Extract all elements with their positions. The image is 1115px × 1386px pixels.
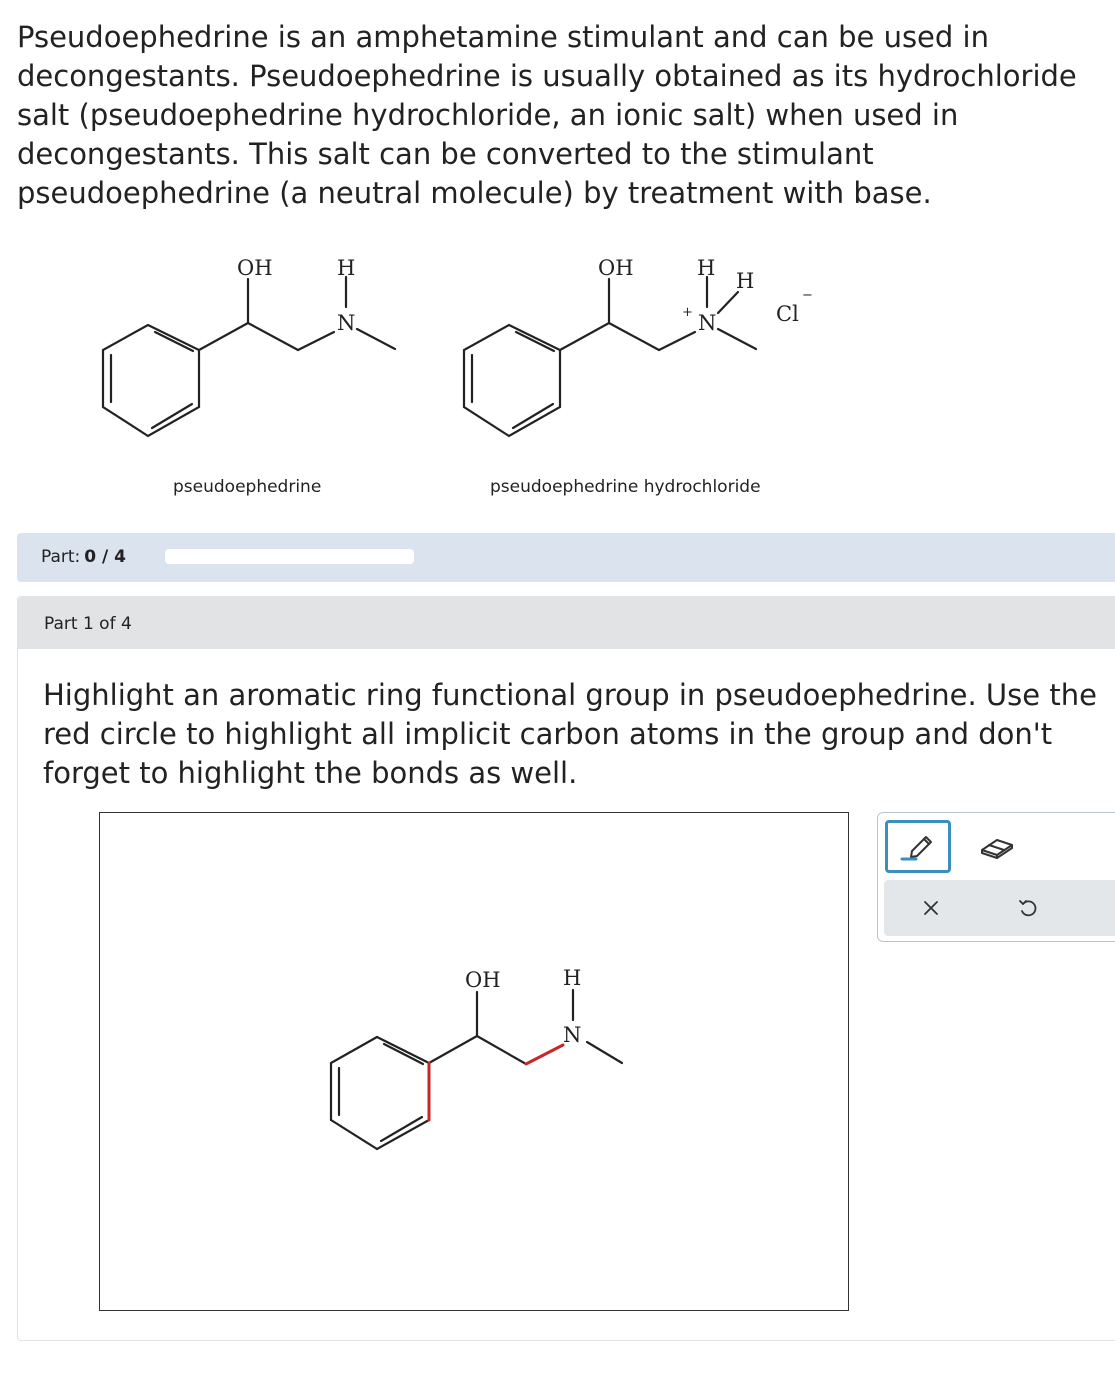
ring-bond[interactable]	[331, 1120, 377, 1149]
ring-inner-bond	[381, 1117, 422, 1141]
highlight-tool-button[interactable]	[885, 820, 951, 873]
tool-action-row	[884, 880, 1115, 936]
undo-button[interactable]	[1004, 886, 1052, 930]
progress-track	[165, 549, 414, 564]
eraser-icon	[977, 832, 1017, 862]
hydrogen-label-2: H	[736, 269, 755, 293]
progress-label	[41, 547, 126, 567]
highlight-toolbox	[877, 812, 1115, 942]
drawing-canvas[interactable]	[99, 812, 849, 1311]
pseudoephedrine-structure	[95, 245, 415, 445]
chain-bond[interactable]	[429, 1036, 477, 1063]
nitrogen-label: N	[698, 311, 717, 335]
clear-button[interactable]	[907, 886, 955, 930]
close-icon	[921, 898, 941, 918]
hydrochloride-caption: pseudoephedrine hydrochloride	[490, 477, 761, 497]
pseudoephedrine-drawing	[95, 245, 415, 445]
hydroxyl-label: OH	[598, 256, 634, 280]
part-header	[18, 597, 1115, 649]
progress-value: 0 / 4	[84, 547, 126, 567]
ring-inner-bond	[384, 1044, 423, 1064]
positive-charge-label: +	[682, 305, 693, 320]
progress-label-text: Part:	[41, 547, 81, 567]
progress-bar	[17, 533, 1115, 582]
nitrogen-label[interactable]: N	[563, 1023, 582, 1047]
intro-text: Pseudoephedrine is an amphetamine stimulant and can be used in decongestants. Pseudoephedrine is usually obtained as its hydrochloride salt (pseudoephedrine hydrochloride, an ionic salt) when used in decongestants. This salt can be converted to the stimulant pseudoephedrine (a neutral molecule) by treatment with base.	[17, 20, 1077, 210]
hydrogen-label: H	[697, 256, 716, 280]
highlighted-chain-bond[interactable]	[526, 1045, 563, 1064]
hydrogen-label[interactable]: H	[563, 966, 582, 990]
hydrogen-label: H	[337, 256, 356, 280]
negative-charge-label: −	[802, 288, 813, 303]
chloride-label: Cl	[776, 302, 799, 326]
hydrochloride-structure	[456, 245, 836, 445]
nitrogen-label: N	[337, 311, 356, 335]
methyl-bond[interactable]	[587, 1042, 622, 1063]
part-header-label: Part 1 of 4	[44, 614, 132, 634]
hydroxyl-label[interactable]: OH	[465, 968, 501, 992]
hydroxyl-label: OH	[237, 256, 273, 280]
undo-icon	[1017, 897, 1039, 919]
question-text: Highlight an aromatic ring functional group in pseudoephedrine. Use the red circle to highlight all implicit carbon atoms in the group and don't forget to highlight the bonds as well.	[43, 678, 1097, 790]
hydrochloride-drawing	[456, 245, 836, 445]
chain-bond[interactable]	[477, 1036, 526, 1064]
pencil-icon	[898, 832, 938, 862]
pseudoephedrine-caption: pseudoephedrine	[173, 477, 322, 497]
ring-bond[interactable]	[377, 1120, 429, 1149]
canvas-molecule[interactable]	[100, 813, 847, 1309]
ring-bond[interactable]	[377, 1037, 429, 1063]
eraser-tool-button[interactable]	[964, 820, 1030, 873]
ring-bond[interactable]	[331, 1037, 377, 1063]
